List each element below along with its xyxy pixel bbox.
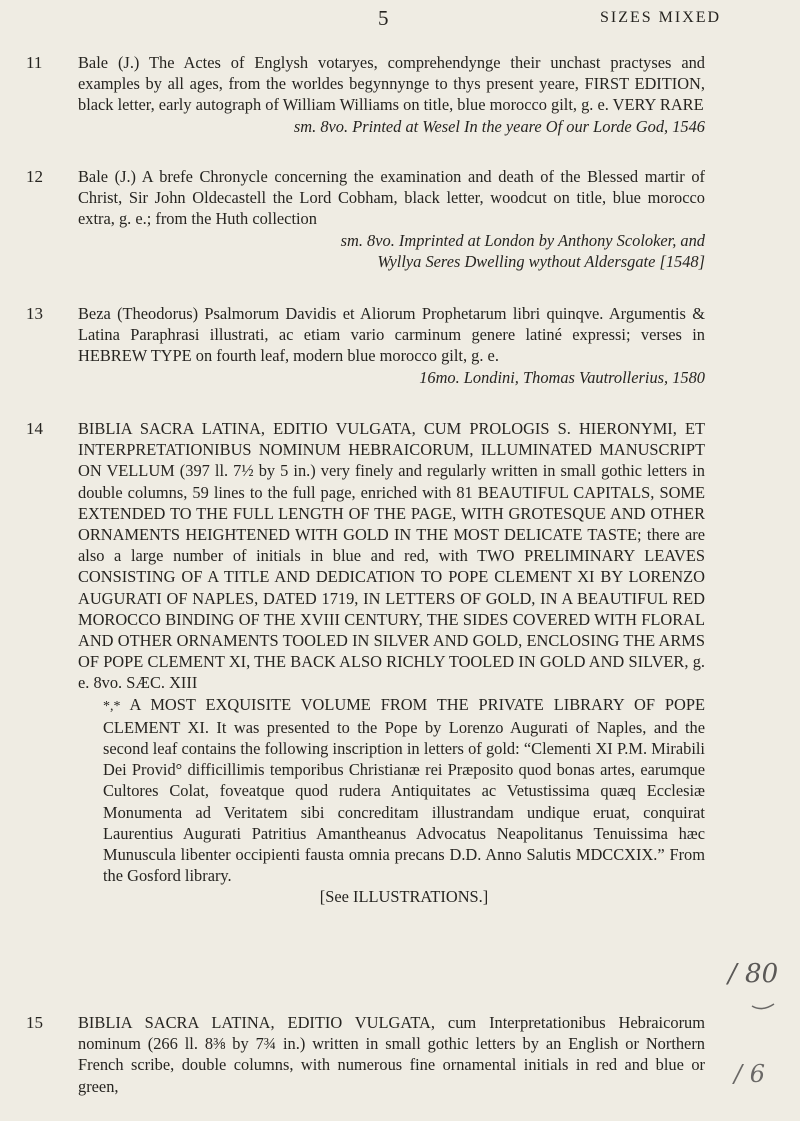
entry-imprint: sm. 8vo. Printed at Wesel In the yeare Of our Lorde God, 1546 <box>293 116 705 136</box>
entry-body <box>78 1012 705 1097</box>
entry-description: Bale (J.) A brefe Chronycle concerning the examination and death of the Blessed martir of Christ, Sir John Oldecastell the Lord Cobham, black letter, woodcut on title, blue morocco extra, g. e.; from the Huth collection <box>78 167 705 229</box>
entry-body <box>78 418 705 908</box>
entry-number: 11 <box>26 53 43 72</box>
entry-body <box>78 52 705 137</box>
entry-description: Bale (J.) The Actes of Englysh votaryes, comprehendynge their unchast practyses and examples by all ages, from the worldes begynnynge to thys present yeare, FIRST EDITION, black letter, early autograph of William Williams on title, blue morocco gilt, g. e. VERY RARE <box>78 53 705 115</box>
entry-description: Beza (Theodorus) Psalmorum Davidis et Aliorum Prophetarum libri quinqve. Argumentis & Latina Paraphrasi illustrati, ac etiam vario carminum genere latiné expressi; verses in HEBREW TYPE on fourth leaf, modern blue morocco gilt, g. e. <box>78 304 705 366</box>
entry-number: 12 <box>26 167 43 186</box>
handwritten-margin-note <box>722 944 792 1019</box>
page-header <box>0 0 800 30</box>
illustrations-reference: [See ILLUSTRATIONS.] <box>319 887 489 907</box>
entry-description: BIBLIA SACRA LATINA, EDITIO VULGATA, cum Interpretationibus Hebraicorum nominum (266 ll. 8⅜ by 7¾ in.) written in small gothic letters by an English or Northern French scribe, double columns, with numerous fine ornamental initials in red and blue or green, <box>78 1013 705 1096</box>
svg-text:/ 6: / 6 <box>734 1060 765 1088</box>
entry-number: 13 <box>26 304 43 323</box>
handwritten-margin-note-2 <box>732 1042 782 1102</box>
entry-imprint: sm. 8vo. Imprinted at London by Anthony Scoloker, and <box>340 230 705 250</box>
note-asterisks: *,* <box>103 698 121 714</box>
entry-description: BIBLIA SACRA LATINA, EDITIO VULGATA, CUM PROLOGIS S. HIERONYMI, ET INTERPRETATIONIBUS NOMINUM HEBRAICORUM, ILLUMINATED MANUSCRIPT ON VELLUM (397 ll. 7½ by 5 in.) very finely and regularly written in small gothic letters in double columns, 59 lines to the full page, enriched with 81 BEAUTIFUL CAPITALS, SOME EXTENDED TO THE FULL LENGTH OF THE PAGE, WITH GROTESQUE AND OTHER ORNAMENTS HEIGHTENED WITH GOLD IN THE MOST DELICATE TASTE; there are also a large number of initials in blue and red, with TWO PRELIMINARY LEAVES CONSISTING OF A TITLE AND DEDICATION TO POPE CLEMENT XI BY LORENZO AUGURATI OF NAPLES, DATED 1719, IN LETTERS OF GOLD, IN A BEAUTIFUL RED MOROCCO BINDING OF THE XVIII CENTURY, THE SIDES COVERED WITH FLORAL AND OTHER ORNAMENTS TOOLED IN SILVER AND GOLD, ENCLOSING THE ARMS OF POPE CLEMENT XI, THE BACK ALSO RICHLY TOOLED IN GOLD AND SILVER, g. e. 8vo. SÆC. XIII <box>78 419 705 693</box>
note-text: A MOST EXQUISITE VOLUME FROM THE PRIVATE LIBRARY OF POPE CLEMENT XI. It was presented to the Pope by Lorenzo Augurati of Naples, and the second leaf contains the following inscription in letters of gold: “Clementi XI P.M. Mirabili Dei Provid° difficillimis temporibus Christianæ rei Præposito quod bonas artes, earumque Cultores Colat, foveatque quod rudera Antiquitates ac Vetustissima quæq Ecclesiæ Monumenta ad Veritatem sibi concreditam illustrandam undique eruat, conquirat Laurentius Augurati Patritius Amantheanus Advocatus Neapolitanus Tenuissima hæc Munuscula libenter occipienti fausta omnia precans D.D. Anno Salutis MDCCXIX.” From the Gosford library. <box>103 694 705 886</box>
entry-note <box>78 694 705 887</box>
entry-body <box>78 166 705 272</box>
running-head: SIZES MIXED <box>600 9 722 26</box>
entry-number: 14 <box>26 419 43 438</box>
entry-imprint: 16mo. Londini, Thomas Vautrollerius, 1580 <box>419 367 705 387</box>
svg-text:/ 80: / 80 <box>728 959 779 989</box>
entry-imprint-continued: Wyllya Seres Dwelling wythout Aldersgate [1548] <box>377 251 705 271</box>
entry-body <box>78 303 705 388</box>
page-number: 5 <box>378 6 389 30</box>
entry-number: 15 <box>26 1013 43 1032</box>
